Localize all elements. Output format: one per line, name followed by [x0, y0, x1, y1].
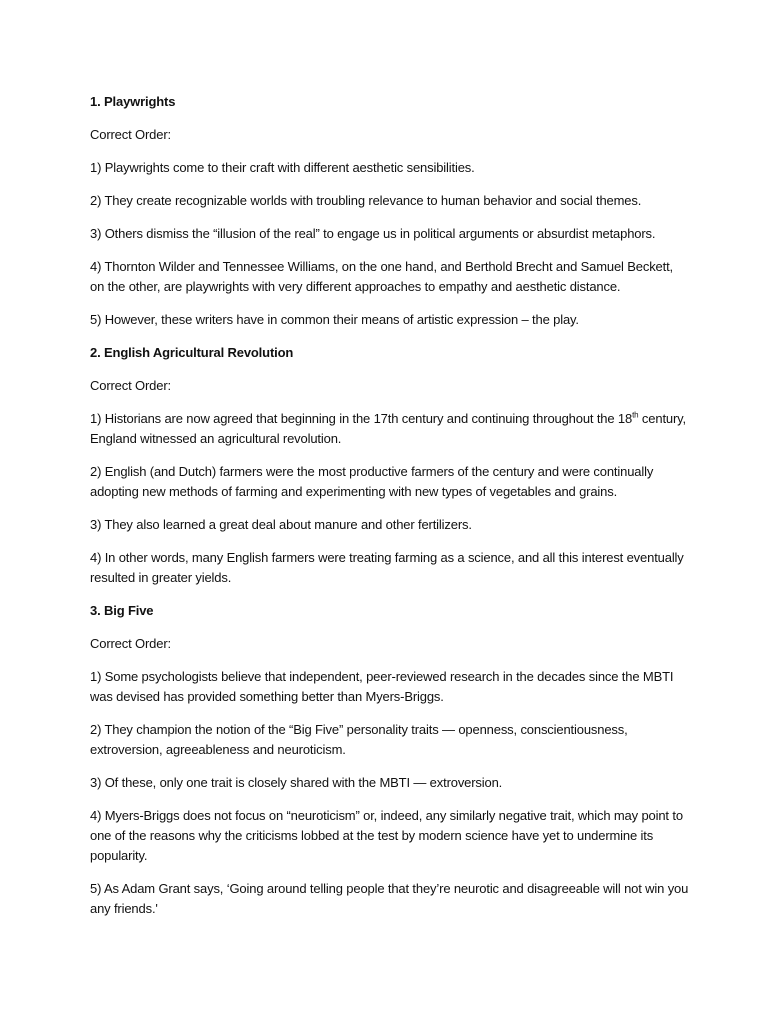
list-item: 2) They create recognizable worlds with troubling relevance to human behavior and social themes. [90, 193, 642, 208]
section-title: 2. English Agricultural Revolution [90, 345, 294, 360]
list-item: 5) However, these writers have in common their means of artistic expression – the play. [90, 312, 579, 327]
list-item: 1) Some psychologists believe that independent, peer-reviewed research in the decades since the MBTI was devised has provided something better than Myers-Briggs. [90, 669, 674, 704]
section-playwrights [90, 92, 690, 330]
list-item: 4) In other words, many English farmers were treating farming as a science, and all this interest eventually resulted in greater yields. [90, 550, 684, 585]
section-title: 3. Big Five [90, 603, 154, 618]
list-item [90, 409, 690, 449]
list-item: 4) Thornton Wilder and Tennessee Williams, on the one hand, and Berthold Brecht and Samuel Beckett, on the other, are playwrights with very different approaches to empathy and aesthetic distance. [90, 259, 674, 294]
list-item: 2) English (and Dutch) farmers were the most productive farmers of the century and were continually adopting new methods of farming and experimenting with new types of vegetables and grains. [90, 464, 654, 499]
list-item-text: 1) Historians are now agreed that beginning in the 17th century and continuing throughout the 18 [90, 411, 633, 426]
section-agricultural-revolution [90, 343, 690, 588]
list-item: 3) Others dismiss the “illusion of the real” to engage us in political arguments or absurdist metaphors. [90, 226, 656, 241]
list-item: 4) Myers-Briggs does not focus on “neuroticism” or, indeed, any similarly negative trait, which may point to one of the reasons why the criticisms lobbed at the test by modern science have yet to undermine its popularity. [90, 808, 683, 863]
list-item: 5) As Adam Grant says, ‘Going around telling people that they’re neurotic and disagreeable will not win you any friends.' [90, 881, 689, 916]
list-item-text: century, England witnessed an agricultural revolution. [90, 411, 687, 446]
section-title: 1. Playwrights [90, 94, 176, 109]
list-item: 3) Of these, only one trait is closely shared with the MBTI — extroversion. [90, 775, 503, 790]
section-big-five [90, 601, 690, 919]
correct-order-label: Correct Order: [90, 378, 171, 393]
document-page [90, 92, 690, 932]
list-item: 1) Playwrights come to their craft with different aesthetic sensibilities. [90, 160, 475, 175]
list-item: 2) They champion the notion of the “Big Five” personality traits — openness, conscientiousness, extroversion, agreeableness and neuroticism. [90, 722, 628, 757]
correct-order-label: Correct Order: [90, 127, 171, 142]
list-item: 3) They also learned a great deal about manure and other fertilizers. [90, 517, 472, 532]
superscript: th [632, 410, 639, 420]
correct-order-label: Correct Order: [90, 636, 171, 651]
